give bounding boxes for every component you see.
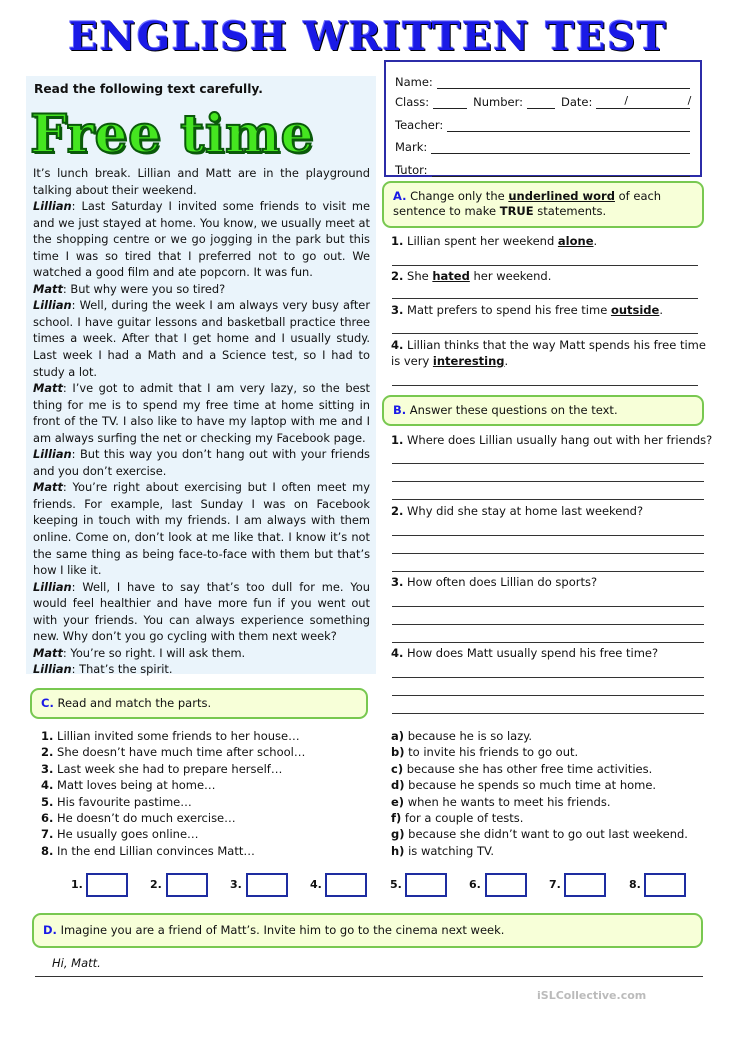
story-paragraph [33,198,370,281]
story-line: It’s lunch break. Lillian and Matt are in the playground talking about their weekend. [33,166,370,197]
speaker-name: Lillian [33,199,72,214]
answer-box-3[interactable] [246,873,288,897]
speaker-name: Matt [33,281,63,296]
story-paragraph [33,661,370,678]
date-field[interactable] [596,94,720,109]
match-left-column [41,728,305,859]
tutor-label: Tutor: [395,163,428,177]
section-b-instruction: B. Answer these questions on the text. [382,395,704,426]
answer-line[interactable] [392,624,704,625]
section-b-question: 3. How often does Lillian do sports? [391,575,598,589]
section-a-item: 3. Matt prefers to spend his free time outside. [391,303,663,317]
story-paragraph [33,645,370,662]
story-line: : I’ve got to admit that I am very lazy, so the best thing for me is to spend my free time at home sitting in front of the TV. I also like to have my laptop with me and I am always surfing the net or checking my Facebook page. [33,381,370,445]
answer-box-5[interactable] [405,873,447,897]
answer-line[interactable] [392,333,698,334]
story-paragraph [33,479,370,578]
section-d-instruction: D. Imagine you are a friend of Matt’s. Invite him to go to the cinema next week. [32,913,703,948]
answer-line[interactable] [392,713,704,714]
match-item: 4. Matt loves being at home… [41,778,216,793]
answer-box-2[interactable] [166,873,208,897]
answer-line[interactable] [392,553,704,554]
story-title: Free time [30,104,315,165]
tutor-field[interactable] [432,165,690,177]
answer-label: 7. [549,878,561,891]
answer-label: 5. [390,878,402,891]
answer-line[interactable] [392,535,704,536]
match-item: 3. Last week she had to prepare herself… [41,761,283,776]
section-a-item: 1. Lillian spent her weekend alone. [391,234,598,248]
answer-line[interactable] [392,463,704,464]
speaker-name: Matt [33,480,63,495]
speaker-name: Lillian [33,447,72,462]
match-option: e) when he wants to meet his friends. [391,794,611,809]
section-a-instruction: A. Change only the underlined word of each sentence to make TRUE statements. [382,181,704,228]
match-item: 2. She doesn’t have much time after school… [41,745,306,760]
answer-line[interactable] [392,642,704,643]
story-paragraph [33,579,370,645]
letter-greeting: Hi, Matt. [52,956,101,970]
name-label: Name: [395,74,433,89]
date-label: Date: [561,95,593,109]
match-item: 6. He doesn’t do much exercise… [41,811,236,826]
match-item: 5. His favourite pastime… [41,794,192,809]
speaker-name: Matt [33,381,63,396]
answer-line[interactable] [392,677,704,678]
section-b-question: 1. Where does Lillian usually hang out with her friends? [391,433,713,447]
class-label: Class: [395,95,430,109]
story-line: : You’re so right. I will ask them. [62,645,246,660]
speaker-name: Lillian [33,579,72,594]
reading-instruction: Read the following text carefully. [34,82,263,96]
answer-line[interactable] [392,385,698,386]
story-text [33,165,370,678]
answer-label: 6. [469,878,481,891]
story-paragraph [33,165,370,198]
match-option: f) for a couple of tests. [391,811,524,826]
section-b-question: 2. Why did she stay at home last weekend? [391,504,644,518]
teacher-label: Teacher: [395,118,444,132]
answer-label: 2. [150,878,162,891]
teacher-field[interactable] [447,120,690,132]
speaker-name: Lillian [33,298,72,313]
story-paragraph [33,380,370,446]
site-watermark: iSLCollective.com [537,989,647,1002]
answer-box-1[interactable] [86,873,128,897]
story-line: : But this way you don’t hang out with your friends and you don’t exercise. [33,447,370,478]
story-line: : You’re right about exercising but I often meet my friends. For example, last Sunday I was on Facebook keeping in touch with my friends. I am always with them online. Come on, don’t look at me like that. I know it’s not the same thing as being face-to-face with them but that’s how I like it. [33,480,370,578]
answer-label: 1. [71,878,83,891]
match-option: g) because she didn’t want to go out last weekend. [391,827,688,842]
number-label: Number: [473,95,524,109]
story-line: : Well, I have to say that’s too dull for me. You would feel healthier and have more fun if you went out with your friends. You can always experience something new. Why don’t you go cycling with them next week? [33,579,370,644]
match-option: b) to invite his friends to go out. [391,745,579,760]
date-slashes: / / [624,94,720,107]
section-a-item: 4. Lillian thinks that the way Matt spends his free time is very interesting. [391,338,706,368]
answer-box-6[interactable] [485,873,527,897]
answer-box-4[interactable] [325,873,367,897]
writing-line[interactable] [35,976,703,977]
answer-box-7[interactable] [564,873,606,897]
answer-box-8[interactable] [644,873,686,897]
speaker-name: Matt [33,645,63,660]
section-a-item: 2. She hated her weekend. [391,269,552,283]
match-option: c) because she has other free time activities. [391,761,653,776]
story-line: : Last Saturday I invited some friends to visit me and we just stayed at home. You know, we usually meet at the shopping centre or we go jogging in the park but this time I was so tired that I preferred not to go out. We watched a good film and ate popcorn. It was fun. [33,199,370,280]
match-option: d) because he spends so much time at home. [391,778,657,793]
story-paragraph [33,297,370,380]
match-item: 1. Lillian invited some friends to her house… [41,729,300,743]
class-field[interactable] [433,97,467,109]
section-b-question: 4. How does Matt usually spend his free time? [391,646,659,660]
match-right-column [391,728,688,859]
story-line: : That’s the spirit. [71,662,173,677]
speaker-name: Lillian [33,662,72,677]
story-paragraph [33,281,370,298]
name-field[interactable] [437,77,690,89]
story-line: : But why were you so tired? [62,281,226,296]
answer-line[interactable] [392,298,698,299]
section-c-instruction: C. Read and match the parts. [30,688,368,719]
worksheet-title: ENGLISH WRITTEN TEST [68,14,668,60]
match-option: h) is watching TV. [391,843,495,858]
match-item: 8. In the end Lillian convinces Matt… [41,843,255,858]
answer-label: 3. [230,878,242,891]
answer-label: 4. [310,878,322,891]
answer-line[interactable] [392,571,704,572]
answer-line[interactable] [392,481,704,482]
answer-line[interactable] [392,695,704,696]
mark-field[interactable] [431,142,690,154]
number-field[interactable] [527,97,555,109]
answer-line[interactable] [392,606,704,607]
mark-label: Mark: [395,140,428,154]
match-item: 7. He usually goes online… [41,827,199,842]
match-option: a) because he is so lazy. [391,729,533,743]
story-paragraph [33,446,370,479]
answer-line[interactable] [392,499,704,500]
answer-label: 8. [629,878,641,891]
answer-line[interactable] [392,265,698,266]
story-line: : Well, during the week I am always very busy after school. I have guitar lessons and basketball practice three times a week. After that I get home and I usually study. Last week I had a Math and a Science test, so I had to study a lot. [33,298,370,379]
student-info-box [384,60,720,177]
